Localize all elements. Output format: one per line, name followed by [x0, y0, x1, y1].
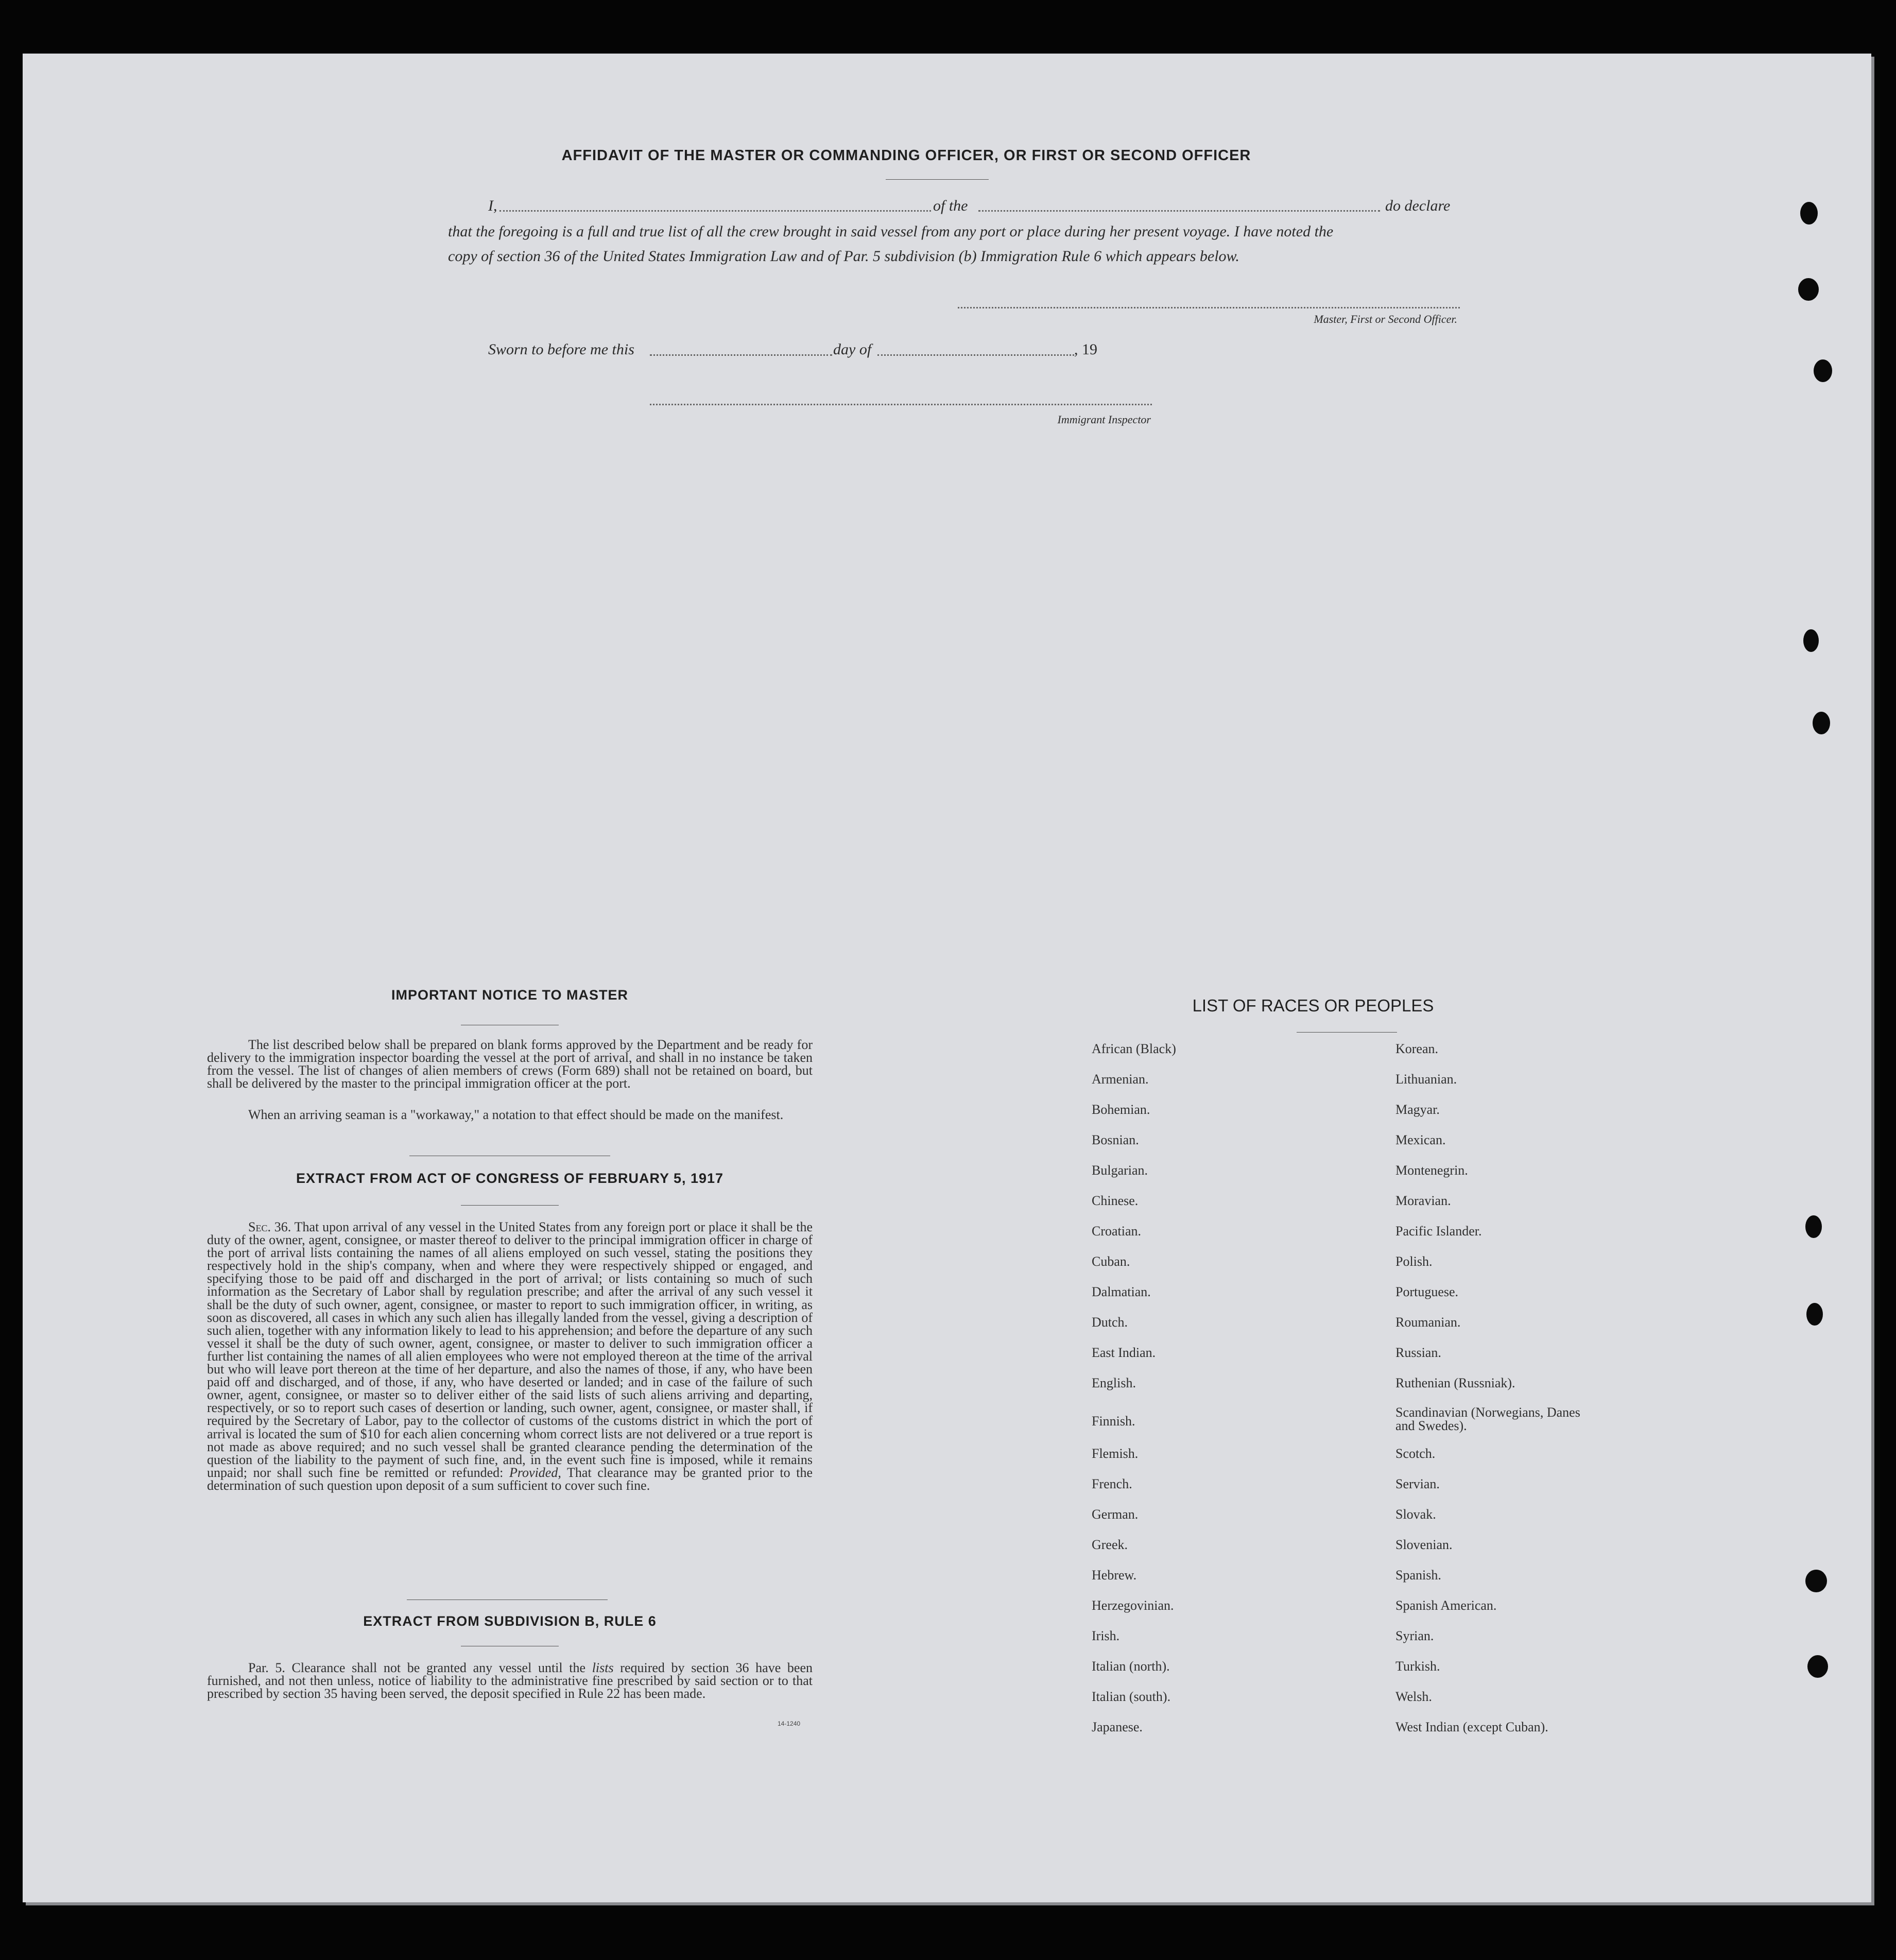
officer-name-field[interactable]	[499, 210, 931, 212]
sworn-day-of-label: day of	[833, 341, 872, 358]
race-item: Servian.	[1395, 1476, 1440, 1491]
race-item: West Indian (except Cuban).	[1395, 1720, 1548, 1734]
race-item: Pacific Islander.	[1395, 1224, 1482, 1239]
inspector-caption: Immigrant Inspector	[1057, 413, 1151, 426]
race-item: Bulgarian.	[1092, 1163, 1148, 1178]
races-left-column	[1092, 1041, 1349, 1750]
race-item: Roumanian.	[1395, 1315, 1461, 1330]
race-item: Greek.	[1092, 1537, 1128, 1552]
binder-hole	[1805, 1570, 1827, 1592]
race-item: Ruthenian (Russniak).	[1395, 1376, 1515, 1390]
race-item: East Indian.	[1092, 1345, 1156, 1360]
race-item: Italian (north).	[1092, 1659, 1170, 1674]
sworn-month-field[interactable]	[877, 354, 1074, 356]
divider	[886, 179, 989, 180]
race-item: Mexican.	[1395, 1132, 1446, 1147]
divider	[1297, 1032, 1397, 1033]
race-item: Slovak.	[1395, 1507, 1436, 1522]
race-item: Finnish.	[1092, 1414, 1135, 1429]
race-item: African (Black)	[1092, 1041, 1176, 1056]
race-item: Scotch.	[1395, 1446, 1436, 1461]
race-item: Dutch.	[1092, 1315, 1128, 1330]
provided-label: Provided,	[509, 1465, 561, 1480]
affidavit-line-3: copy of section 36 of the United States Immigration Law and of Par. 5 subdivision (b) Immigration Rule 6 which appears below.	[448, 248, 1239, 265]
provided-body: That clearance may be granted prior to the determination of such question upon deposit of a sum sufficient to cover such fine.	[207, 1465, 813, 1493]
extract-rule-text	[207, 1661, 813, 1700]
race-item: German.	[1092, 1507, 1139, 1522]
race-item: Flemish.	[1092, 1446, 1139, 1461]
binder-hole	[1800, 202, 1818, 225]
race-item: Turkish.	[1395, 1659, 1440, 1674]
race-item: Polish.	[1395, 1254, 1433, 1269]
section-36-body: That upon arrival of any vessel in the United States from any foreign port or place it shall be the duty of the owner, agent, consignee, or master thereof to deliver to the principal immigration officer in charge of the port of arrival lists containing the names of all aliens employed on such vessel, stating the positions they respectively hold in the ship's company, when and where they were respectively shipped or engaged, and specifying those to be paid off and discharged in the port of arrival; or lists containing so much of such information as the Secretary of Labor shall by regulation prescribe; and after the arrival of any such vessel it shall be the duty of such owner, agent, consignee, or master to report to such immigration officer, in writing, as soon as discovered, all cases in which any such alien has illegally landed from the vessel, giving a description of such alien, together with any information likely to lead to his apprehension; and before the departure of any such vessel it shall be the duty of such owner, agent, consignee, or master to deliver to such immigration officer a further list containing the names of all alien employees who were not employed thereon at the time of the arrival but who will leave port thereon at the time of her departure, and also the names of those, if any, who have been paid off and discharged, and of those, if any, who have deserted or landed; and in case of the failure of such owner, agent, consignee, or master so to deliver either of the said lists of such aliens arriving and departing, respectively, or so to report such cases of desertion or landing, such owner, agent, consignee, or master shall, if required by the Secretary of Labor, pay to the collector of customs of the customs district in which the port of arrival is located the sum of $10 for each alien concerning whom correct lists are not delivered or a true report is not made as above required; and no such vessel shall be granted clearance pending the determination of the question of the liability to the payment of such fine, and, in the event such fine is imposed, while it remains unpaid; nor shall such fine be remitted or refunded:	[207, 1219, 813, 1480]
race-item: Hebrew.	[1092, 1568, 1137, 1583]
affidavit-declare-label: do declare	[1385, 197, 1451, 214]
race-item: Scandinavian (Norwegians, Danes and Swedes).	[1395, 1405, 1580, 1433]
race-item: Irish.	[1092, 1628, 1120, 1643]
binder-hole	[1807, 1655, 1828, 1678]
notice-paragraph-1	[207, 1038, 813, 1090]
race-item: Bosnian.	[1092, 1132, 1139, 1147]
master-signature-caption: Master, First or Second Officer.	[1314, 313, 1457, 325]
binder-hole	[1813, 712, 1830, 734]
affidavit-i-label: I,	[488, 197, 497, 214]
race-item: Herzegovinian.	[1092, 1598, 1174, 1613]
race-item: English.	[1092, 1376, 1136, 1390]
binder-hole	[1798, 278, 1819, 301]
divider	[461, 1205, 559, 1206]
races-right-column	[1395, 1041, 1612, 1750]
race-item: Armenian.	[1092, 1072, 1149, 1087]
races-title: LIST OF RACES OR PEOPLES	[1192, 996, 1434, 1015]
race-item: Magyar.	[1395, 1102, 1440, 1117]
extract-rule-title: EXTRACT FROM SUBDIVISION B, RULE 6	[363, 1613, 657, 1629]
binder-hole	[1814, 359, 1832, 382]
vessel-name-field[interactable]	[978, 210, 1380, 212]
rule-text-lists: lists	[592, 1660, 614, 1675]
race-item: Moravian.	[1395, 1193, 1451, 1208]
rule-text-b: required by section 36 have been furnished, and not then unless, notice of liability to the administrative fine prescribed by said section or to that prescribed by section 35 having been served, the deposit specified in Rule 22 has been made.	[207, 1660, 813, 1701]
notice-text-1: The list described below shall be prepared on blank forms approved by the Department and be ready for delivery to the immigration inspector boarding the vessel at the port of arrival, and shall in no instance be taken from the vessel. The list of changes of alien members of crews (Form 689) shall not be retained on board, but shall be delivered by the master to the principal immigration officer at the port.	[207, 1037, 813, 1091]
race-item: Cuban.	[1092, 1254, 1130, 1269]
form-number: 14-1240	[778, 1720, 801, 1727]
race-item: Japanese.	[1092, 1720, 1143, 1734]
section-36-label: Sec. 36.	[248, 1219, 291, 1234]
binder-hole	[1805, 1215, 1822, 1238]
race-item: Korean.	[1395, 1041, 1439, 1056]
race-item: French.	[1092, 1476, 1132, 1491]
extract-act-text	[207, 1220, 813, 1492]
notice-paragraph-2	[207, 1108, 813, 1121]
extract-act-title: EXTRACT FROM ACT OF CONGRESS OF FEBRUARY 5, 1917	[296, 1171, 724, 1186]
sworn-year-label: , 19	[1074, 341, 1097, 358]
race-item: Spanish American.	[1395, 1598, 1497, 1613]
master-signature-field[interactable]	[958, 307, 1460, 308]
notice-title: IMPORTANT NOTICE TO MASTER	[391, 987, 628, 1003]
sworn-label: Sworn to before me this	[488, 341, 634, 358]
notice-text-2: When an arriving seaman is a "workaway," a notation to that effect should be made on the manifest.	[248, 1107, 784, 1122]
affidavit-title: AFFIDAVIT OF THE MASTER OR COMMANDING OFFICER, OR FIRST OR SECOND OFFICER	[561, 147, 1251, 164]
race-item: Spanish.	[1395, 1568, 1441, 1583]
race-item: Croatian.	[1092, 1224, 1142, 1239]
race-item: Bohemian.	[1092, 1102, 1150, 1117]
affidavit-of-the-label: of the	[933, 197, 968, 214]
rule-text-a: Par. 5. Clearance shall not be granted any vessel until the	[248, 1660, 586, 1675]
inspector-signature-field[interactable]	[650, 404, 1152, 405]
race-item: Syrian.	[1395, 1628, 1434, 1643]
race-item: Welsh.	[1395, 1689, 1432, 1704]
race-item: Portuguese.	[1395, 1284, 1459, 1299]
race-item: Italian (south).	[1092, 1689, 1171, 1704]
binder-hole	[1806, 1303, 1823, 1326]
sworn-day-field[interactable]	[650, 354, 832, 356]
binder-hole	[1803, 629, 1819, 652]
affidavit-line-2: that the foregoing is a full and true list of all the crew brought in said vessel from any port or place during her present voyage. I have noted the	[448, 223, 1334, 240]
race-item: Montenegrin.	[1395, 1163, 1468, 1178]
race-item: Dalmatian.	[1092, 1284, 1151, 1299]
race-item: Slovenian.	[1395, 1537, 1453, 1552]
race-item: Lithuanian.	[1395, 1072, 1457, 1087]
race-item: Chinese.	[1092, 1193, 1139, 1208]
race-item: Russian.	[1395, 1345, 1441, 1360]
